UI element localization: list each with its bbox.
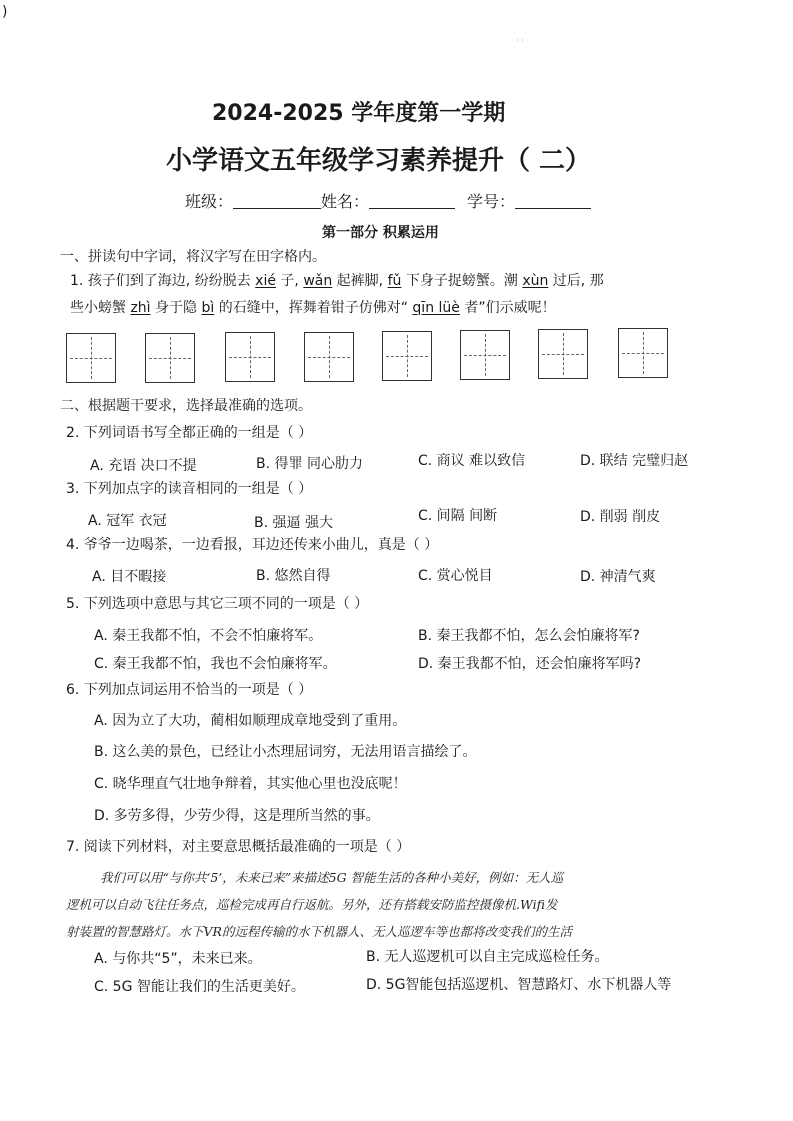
pinyin-qinlue: qīn lüè (412, 300, 460, 316)
tianzige-box-4[interactable] (304, 332, 354, 382)
q3-stem: 3. 下列加点字的读音相同的一组是（ ） (66, 481, 313, 497)
tianzige-box-8[interactable] (618, 328, 668, 378)
q3-option-b[interactable]: B. 强逼 强大 (254, 515, 333, 531)
tianzige-box-5[interactable] (382, 331, 432, 381)
q2-option-a[interactable]: A. 充语 决口不提 (90, 458, 197, 474)
q6-option-a[interactable]: A. 因为立了大功，蔺相如顺理成章地受到了重用。 (94, 713, 407, 729)
q6-stem: 6. 下列加点词运用不恰当的一项是（ ） (66, 682, 313, 698)
q5-option-a[interactable]: A. 秦王我都不怕，不会不怕廉将军。 (94, 628, 323, 644)
q4-stem: 4. 爷爷一边喝茶，一边看报，耳边还传来小曲儿，真是（ ） (66, 537, 439, 553)
section1-heading: 一、拼读句中字词，将汉字写在田字格内。 (60, 249, 326, 265)
q4-option-b[interactable]: B. 悠然自得 (256, 568, 331, 584)
corner-mark: ) (2, 4, 8, 20)
q1-text: 子, (275, 273, 304, 289)
name-blank[interactable] (369, 194, 455, 209)
q3-option-a[interactable]: A. 冠军 衣冠 (88, 513, 167, 529)
q1-text: 的石缝中，挥舞着钳子仿佛对“ (214, 300, 413, 316)
tianzige-box-3[interactable] (225, 332, 275, 382)
q7-option-a[interactable]: A. 与你共“5”，未来已来。 (94, 951, 262, 967)
q2-stem: 2. 下列词语书写全都正确的一组是（ ） (66, 425, 313, 441)
q2-option-c[interactable]: C. 商议 难以致信 (418, 453, 526, 469)
year-title: 2024-2025 学年度第一学期 (212, 101, 506, 126)
q5-option-d[interactable]: D. 秦王我都不怕，还会怕廉将军吗? (418, 656, 642, 672)
q6-option-c[interactable]: C. 晓华理直气壮地争辩着，其实他心里也没底呢！ (94, 776, 407, 792)
q7-material-line2: 逻机可以自动飞往任务点，巡检完成再自行返航。另外，还有搭载安防监控摄像机.Wifi发 (66, 897, 558, 912)
pinyin-wan: wǎn (303, 273, 333, 289)
section2-heading: 二、根据题干要求，选择最准确的选项。 (60, 398, 312, 414)
q5-stem: 5. 下列选项中意思与其它三项不同的一项是（ ） (66, 596, 369, 612)
q1-text: 过后, 那 (548, 273, 604, 289)
q1-text: 孩子们到了海边, 纷纷脱去 (87, 273, 256, 289)
q4-option-d[interactable]: D. 神清气爽 (580, 569, 656, 585)
main-title: 小学语文五年级学习素养提升（ 二） (166, 146, 592, 176)
student-info-row (185, 189, 591, 212)
q5-option-c[interactable]: C. 秦王我都不怕，我也不会怕廉将军。 (94, 656, 337, 672)
tianzige-box-2[interactable] (145, 333, 195, 383)
q7-stem: 7. 阅读下列材料，对主要意思概括最准确的一项是（ ） (66, 839, 411, 855)
q6-option-d[interactable]: D. 多劳多得，少劳少得，这是理所当然的事。 (94, 808, 380, 824)
q7-option-c[interactable]: C. 5G 智能让我们的生活更美好。 (94, 979, 305, 995)
q1-number: 1. (70, 273, 84, 289)
class-blank[interactable] (233, 194, 321, 209)
pinyin-fu: fǔ (387, 273, 402, 289)
q4-option-a[interactable]: A. 目不暇接 (92, 569, 167, 585)
scan-dot: · · (516, 36, 524, 45)
name-label: 姓名： (321, 192, 370, 211)
pinyin-xie: xié (255, 273, 276, 289)
q2-option-d[interactable]: D. 联结 完璧归赵 (580, 453, 689, 469)
q7-option-b[interactable]: B. 无人巡逻机可以自主完成巡检任务。 (366, 949, 609, 965)
q3-option-d[interactable]: D. 削弱 削皮 (580, 509, 661, 525)
tianzige-box-7[interactable] (538, 329, 588, 379)
pinyin-zhi: zhì (130, 300, 151, 316)
q7-option-d[interactable]: D. 5G智能包括巡逻机、智慧路灯、水下机器人等 (366, 977, 672, 993)
q2-option-b[interactable]: B. 得罪 同心肋力 (256, 456, 363, 472)
q1-text: 起裤脚, (332, 273, 388, 289)
q1-text: 身于隐 (150, 300, 202, 316)
number-label: 学号： (467, 192, 516, 211)
pinyin-bi: bì (201, 300, 215, 316)
class-label: 班级： (185, 192, 234, 211)
tianzige-box-1[interactable] (66, 333, 116, 383)
q1-text: 下身子捉螃蟹。潮 (401, 273, 523, 289)
number-blank[interactable] (515, 194, 591, 209)
part1-title: 第一部分 积累运用 (322, 225, 439, 241)
q7-material-line1: 我们可以用“与你共‘5’，未来已来”来描述5G 智能生活的各种小美好，例如：无人巡 (100, 870, 564, 885)
q1-line1 (70, 270, 604, 290)
q5-option-b[interactable]: B. 秦王我都不怕，怎么会怕廉将军? (418, 628, 640, 644)
q1-text: 些小螃蟹 (70, 300, 131, 316)
q1-text: 者”们示威呢！ (459, 300, 556, 316)
q7-material-line3: 射装置的智慧路灯。水下VR的远程传输的水下机器人、无人巡逻车等也都将改变我们的生活 (66, 924, 572, 939)
q3-option-c[interactable]: C. 间隔 间断 (418, 508, 498, 524)
q4-option-c[interactable]: C. 赏心悦目 (418, 568, 493, 584)
q1-line2 (70, 297, 556, 317)
tianzige-box-6[interactable] (460, 330, 510, 380)
q6-option-b[interactable]: B. 这么美的景色，已经让小杰理屈词穷，无法用语言描绘了。 (94, 744, 477, 760)
pinyin-xun: xùn (522, 273, 549, 289)
